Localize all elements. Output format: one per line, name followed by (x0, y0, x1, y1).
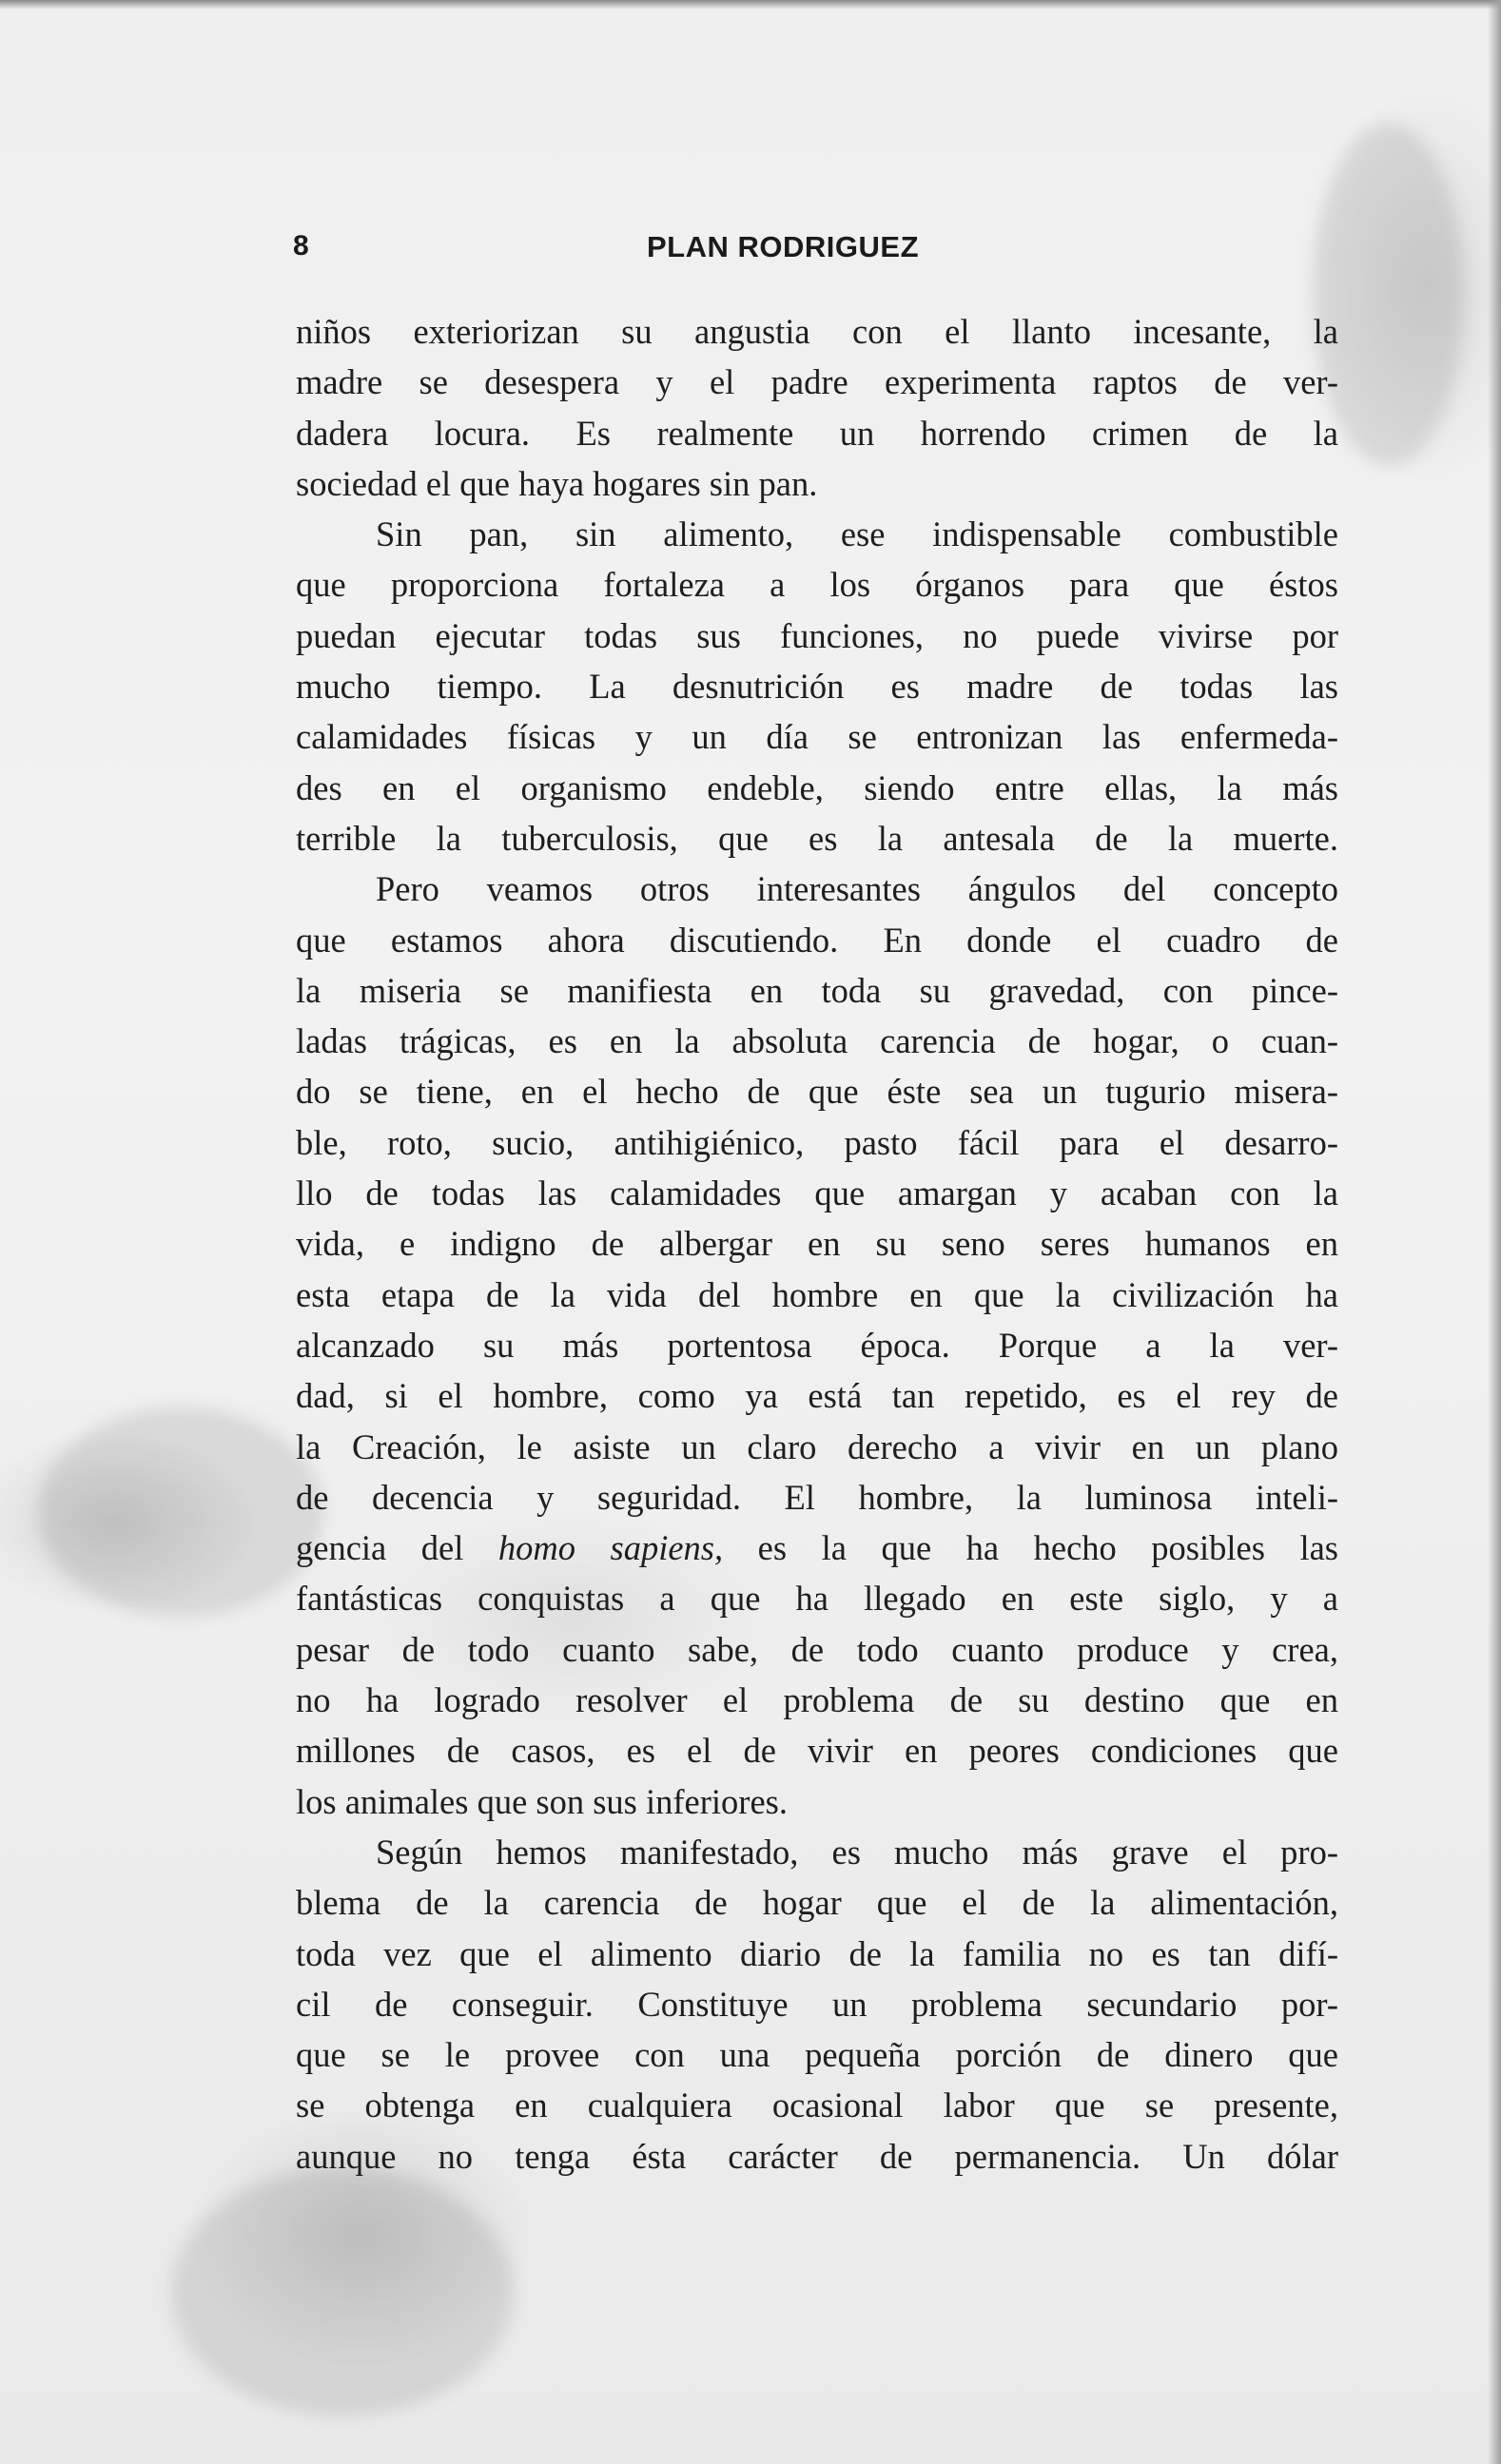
text-line: cil de conseguir. Constituye un problema secundario por- (296, 1984, 1338, 2024)
text-line: de decencia y seguridad. El hombre, la luminosa inteli- (296, 1477, 1338, 1517)
text-line: blema de la carencia de hogar que el de la alimentación, (296, 1883, 1338, 1923)
text-line: toda vez que el alimento diario de la familia no es tan difí- (296, 1933, 1338, 1973)
text-line: no ha logrado resolver el problema de su destino que en (296, 1680, 1338, 1720)
text-line: fantásticas conquistas a que ha llegado en este siglo, y a (296, 1579, 1338, 1619)
text-line (296, 1523, 1338, 1573)
text-line: que estamos ahora discutiendo. En donde el cuadro de (296, 920, 1338, 960)
text-line: Sin pan, sin alimento, ese indispensable combustible (376, 514, 1338, 554)
water-stain (38, 1407, 323, 1617)
text-line: llo de todas las calamidades que amargan y acaban con la (296, 1174, 1338, 1213)
text-line: calamidades físicas y un día se entronizan las enfermeda- (296, 717, 1338, 757)
text-line: mucho tiempo. La desnutrición es madre de todas las (296, 667, 1338, 707)
text-line: alcanzado su más portentosa época. Porque a la ver- (296, 1325, 1338, 1365)
page-edge-shadow (0, 0, 1501, 10)
text-line: madre se desespera y el padre experimenta raptos de ver- (296, 362, 1338, 402)
text-line: pesar de todo cuanto sabe, de todo cuanto produce y crea, (296, 1629, 1338, 1669)
water-stain (171, 2168, 514, 2415)
text-line: ladas trágicas, es en la absoluta carencia de hogar, o cuan- (296, 1021, 1338, 1061)
text-line: vida, e indigno de albergar en su seno seres humanos en (296, 1224, 1338, 1264)
text-line: se obtenga en cualquiera ocasional labor que se presente, (296, 2086, 1338, 2125)
text-line: la miseria se manifiesta en toda su gravedad, con pince- (296, 970, 1338, 1010)
text-line: Pero veamos otros interesantes ángulos del concepto (376, 869, 1338, 909)
text-line: los animales que son sus inferiores. (296, 1781, 788, 1821)
text-line: dad, si el hombre, como ya está tan repetido, es el rey de (296, 1376, 1338, 1416)
italic-term: homo sapiens, (497, 1528, 724, 1568)
text-segment: es la que ha hecho posibles las (723, 1528, 1339, 1568)
text-line: niños exteriorizan su angustia con el llanto incesante, la (296, 312, 1338, 351)
text-line: que se le provee con una pequeña porción de dinero que (296, 2035, 1338, 2075)
text-line: que proporciona fortaleza a los órganos para que éstos (296, 565, 1338, 605)
body-text (296, 306, 1338, 2182)
text-line: sociedad el que haya hogares sin pan. (296, 463, 818, 503)
running-title: PLAN RODRIGUEZ (647, 230, 919, 263)
text-line: esta etapa de la vida del hombre en que la civilización ha (296, 1274, 1338, 1314)
text-line: Según hemos manifestado, es mucho más grave el pro- (376, 1832, 1338, 1872)
text-line: terrible la tuberculosis, que es la antesala de la muerte. (296, 818, 1338, 858)
text-segment: gencia del (296, 1528, 498, 1568)
text-line: puedan ejecutar todas sus funciones, no puede vivirse por (296, 615, 1338, 655)
text-line: ble, roto, sucio, antihigiénico, pasto fácil para el desarro- (296, 1122, 1338, 1162)
text-line: des en el organismo endeble, siendo entre ellas, la más (296, 767, 1338, 807)
text-line: do se tiene, en el hecho de que éste sea un tugurio misera- (296, 1072, 1338, 1112)
page-edge-shadow (1488, 0, 1501, 2464)
text-line: aunque no tenga ésta carácter de permanencia. Un dólar (296, 2136, 1338, 2176)
text-line: la Creación, le asiste un claro derecho a vivir en un plano (296, 1426, 1338, 1466)
text-line: millones de casos, es el de vivir en peores condiciones que (296, 1731, 1338, 1771)
page-number: 8 (293, 230, 309, 262)
text-line: dadera locura. Es realmente un horrendo crimen de la (296, 413, 1338, 453)
